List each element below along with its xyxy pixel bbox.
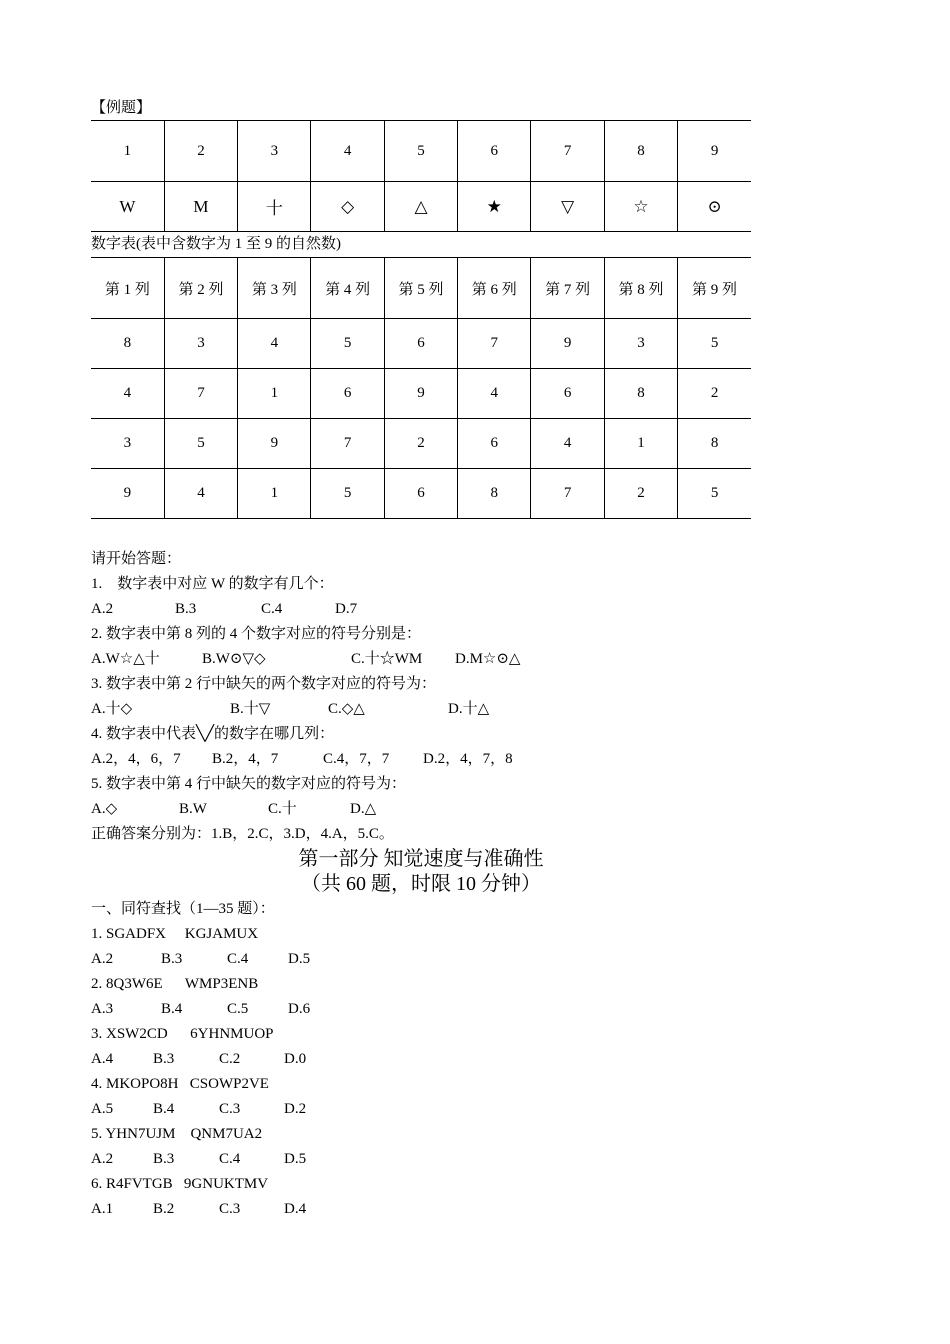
option: D.5 [288,951,311,967]
question-text: 5. YHN7UJM QNM7UA2 [91,1126,263,1142]
question-text: 6. R4FVTGB 9GNUKTMV [91,1176,269,1192]
key-number: 2 [164,121,237,182]
column-header: 第 8 列 [604,258,677,319]
option: D.2，4，7，8 [423,751,513,767]
option: D.十△ [448,701,490,717]
option-row [91,597,751,622]
column-header: 第 1 列 [91,258,164,319]
option: B.2，4，7 [212,751,279,767]
number-table-header-row [91,258,751,319]
key-symbol: W [91,182,164,232]
table-cell: 5 [311,469,384,519]
document-page [91,96,751,1222]
table-cell: 5 [311,319,384,369]
key-number: 8 [604,121,677,182]
part-title: 第一部分 知觉速度与准确性 [298,848,544,870]
column-header: 第 6 列 [458,258,531,319]
key-number: 9 [678,121,751,182]
column-header: 第 5 列 [384,258,457,319]
question-text: 4. MKOPO8H CSOWP2VE [91,1076,269,1092]
column-header: 第 4 列 [311,258,384,319]
table-cell: 3 [604,319,677,369]
option: C.5 [227,1001,249,1017]
table-cell: 2 [604,469,677,519]
table-cell: 3 [91,419,164,469]
option: C.十☆WM [351,651,423,667]
option-row [91,747,751,772]
option: A.4 [91,1051,114,1067]
option: A.1 [91,1201,114,1217]
column-header: 第 9 列 [678,258,751,319]
column-header: 第 7 列 [531,258,604,319]
option: C.4，7，7 [323,751,390,767]
key-symbol: M [164,182,237,232]
table-cell: 8 [458,469,531,519]
option: C.3 [219,1201,241,1217]
option: A.2 [91,951,114,967]
key-numbers-row [91,121,751,182]
option: D.7 [335,601,358,617]
option: B.3 [153,1151,175,1167]
key-number: 7 [531,121,604,182]
table-cell: 6 [384,319,457,369]
table-cell: 5 [678,319,751,369]
example-questions [91,572,751,822]
table-cell: 7 [311,419,384,469]
question-text: 4. 数字表中代表╲╱的数字在哪几列： [91,726,335,742]
question-text: 3. XSW2CD 6YHNMUOP [91,1026,274,1042]
option-row [91,647,751,672]
question-text: 2. 数字表中第 8 列的 4 个数字对应的符号分别是： [91,626,422,642]
table-cell: 8 [91,319,164,369]
key-symbol: △ [384,182,457,232]
table-cell: 7 [458,319,531,369]
example-title: 【例题】 [91,100,152,116]
table-row [91,319,751,369]
number-table [91,257,751,519]
key-number: 6 [458,121,531,182]
option: C.3 [219,1101,241,1117]
answer-key: 正确答案分别为：1.B，2.C，3.D，4.A，5.C。 [91,826,394,842]
question-text: 1. SGADFX KGJAMUX [91,926,259,942]
option: C.4 [227,951,249,967]
option-row [91,1047,751,1072]
option: B.4 [153,1101,175,1117]
option-row [91,1197,751,1222]
option: B.2 [153,1201,175,1217]
option: D.M☆⊙△ [455,651,521,667]
option: C.十 [268,801,297,817]
table-row [91,419,751,469]
key-symbol: ◇ [311,182,384,232]
table-cell: 8 [678,419,751,469]
option: C.4 [261,601,283,617]
key-symbol: ▽ [531,182,604,232]
table-cell: 9 [91,469,164,519]
option: D.4 [284,1201,307,1217]
table-cell: 2 [678,369,751,419]
option: A.◇ [91,801,118,817]
table-cell: 9 [531,319,604,369]
option: C.◇△ [328,701,365,717]
table-cell: 1 [238,469,311,519]
table-cell: 4 [238,319,311,369]
key-symbol: 十 [238,182,311,232]
key-number: 1 [91,121,164,182]
table-cell: 5 [164,419,237,469]
symbol-key-table [91,120,751,232]
table-row [91,469,751,519]
question-text: 5. 数字表中第 4 行中缺矢的数字对应的符号为： [91,776,407,792]
table-cell: 4 [164,469,237,519]
option: A.2 [91,601,114,617]
key-symbol: ★ [458,182,531,232]
option: B.W⊙▽◇ [202,651,266,667]
option: D.0 [284,1051,307,1067]
part-subtitle: （共 60 题，时限 10 分钟） [301,873,541,895]
option: B.3 [175,601,197,617]
table-cell: 3 [164,319,237,369]
table-cell: 6 [458,419,531,469]
table-row [91,369,751,419]
table-cell: 7 [531,469,604,519]
table-cell: 9 [238,419,311,469]
table-cell: 7 [164,369,237,419]
option: A.2，4，6，7 [91,751,181,767]
option: D.2 [284,1101,307,1117]
key-number: 5 [384,121,457,182]
option: C.2 [219,1051,241,1067]
table-cell: 8 [604,369,677,419]
option-row [91,997,751,1022]
option-row [91,797,751,822]
option: A.2 [91,1151,114,1167]
option: A.十◇ [91,701,133,717]
option-row [91,1147,751,1172]
option: B.十▽ [230,701,271,717]
option: C.4 [219,1151,241,1167]
table-cell: 6 [311,369,384,419]
column-header: 第 3 列 [238,258,311,319]
option: D.6 [288,1001,311,1017]
answer-intro: 请开始答题： [91,551,182,567]
option: D.△ [350,801,377,817]
table-cell: 9 [384,369,457,419]
table-cell: 6 [384,469,457,519]
table-cell: 6 [531,369,604,419]
key-symbol: ⊙ [678,182,751,232]
question-text: 2. 8Q3W6E WMP3ENB [91,976,259,992]
option: D.5 [284,1151,307,1167]
key-symbols-row [91,182,751,232]
table-cell: 2 [384,419,457,469]
option-row [91,1097,751,1122]
option: A.3 [91,1001,114,1017]
table-cell: 1 [238,369,311,419]
question-text: 3. 数字表中第 2 行中缺矢的两个数字对应的符号为： [91,676,437,692]
key-number: 3 [238,121,311,182]
option: B.3 [161,951,183,967]
option: A.W☆△十 [91,651,160,667]
section-title: 一、同符查找（1—35 题）： [91,901,275,917]
number-table-caption: 数字表(表中含数字为 1 至 9 的自然数) [91,236,341,252]
key-number: 4 [311,121,384,182]
table-cell: 1 [604,419,677,469]
question-text: 1. 数字表中对应 W 的数字有几个： [91,576,334,592]
option: B.4 [161,1001,183,1017]
key-symbol: ☆ [604,182,677,232]
column-header: 第 2 列 [164,258,237,319]
table-cell: 5 [678,469,751,519]
table-cell: 4 [531,419,604,469]
question-list [91,922,751,1222]
table-cell: 4 [458,369,531,419]
table-cell: 4 [91,369,164,419]
option: A.5 [91,1101,114,1117]
option-row [91,947,751,972]
option-row [91,697,751,722]
option: B.W [179,801,207,817]
option: B.3 [153,1051,175,1067]
